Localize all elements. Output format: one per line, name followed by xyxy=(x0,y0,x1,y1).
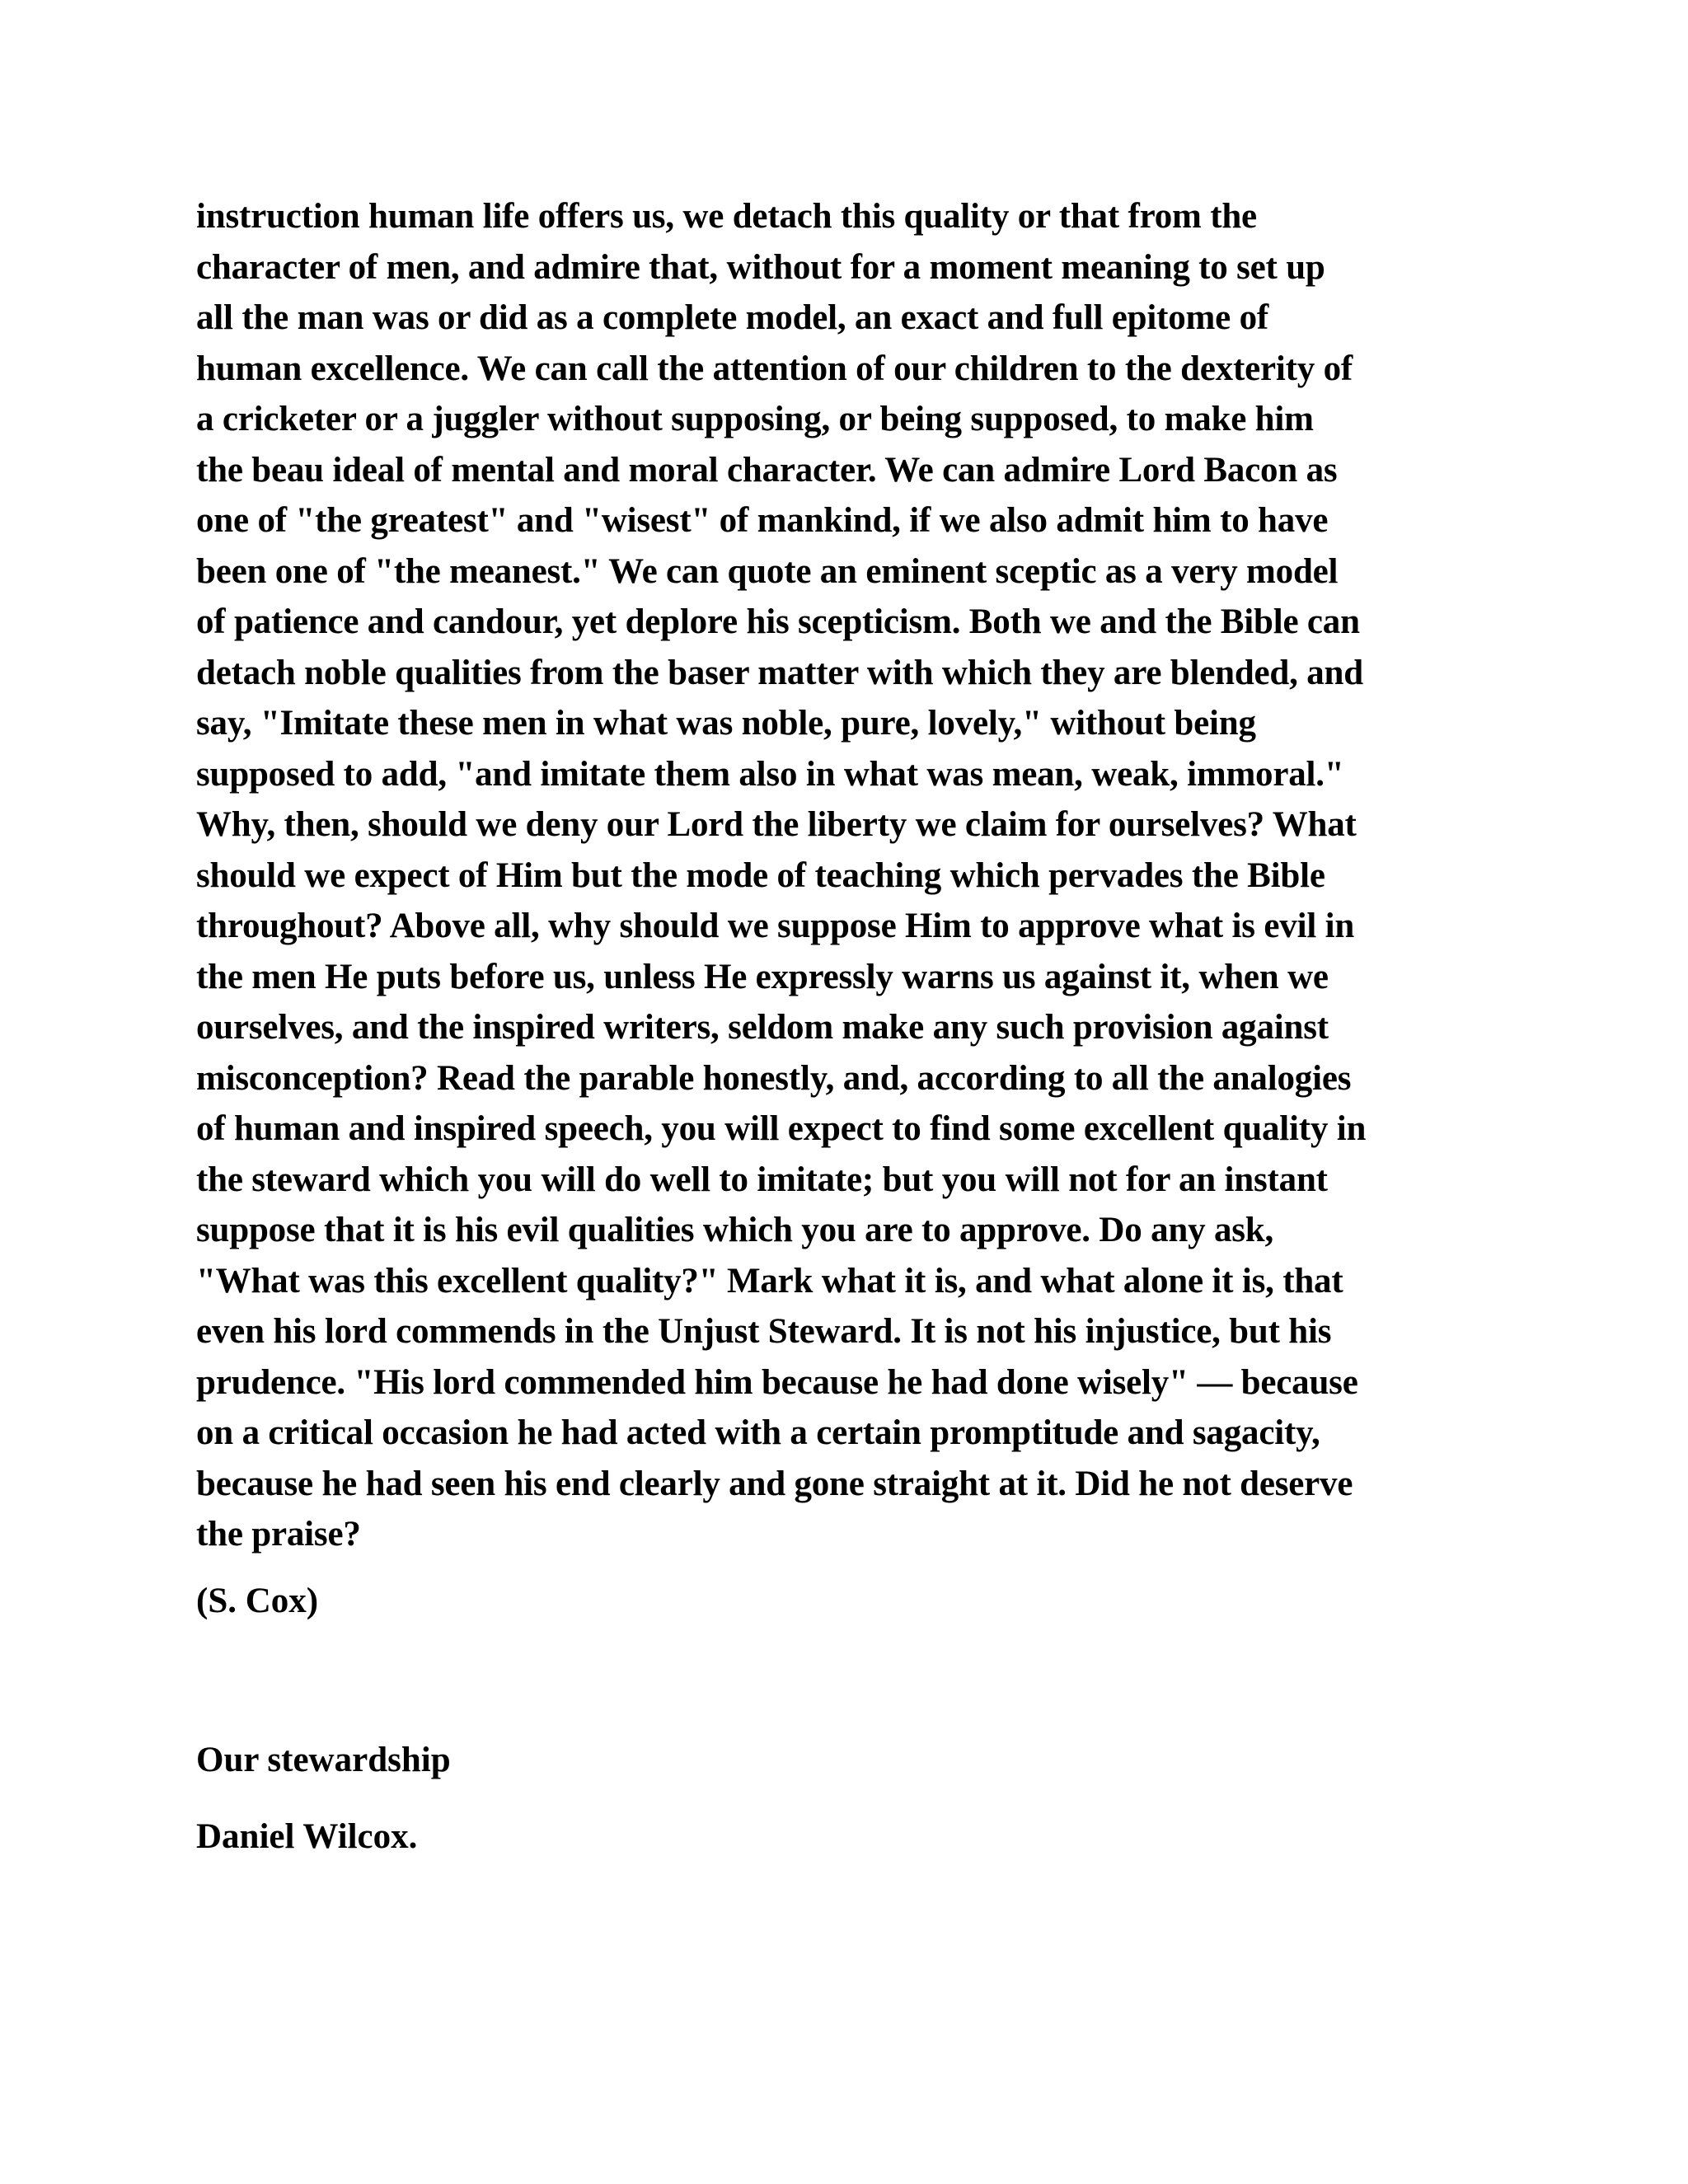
body-line: human excellence. We can call the attention of our children to the dexterity of xyxy=(196,349,1353,388)
body-line: been one of "the meanest." We can quote an eminent sceptic as a very model xyxy=(196,551,1339,591)
body-line: supposed to add, "and imitate them also in what was mean, weak, immoral." xyxy=(196,754,1344,794)
body-line: of patience and candour, yet deplore his scepticism. Both we and the Bible can xyxy=(196,602,1360,641)
body-line: on a critical occasion he had acted with a certain promptitude and sagacity, xyxy=(196,1413,1320,1452)
body-line: of human and inspired speech, you will expect to find some excellent quality in xyxy=(196,1109,1367,1148)
body-line: Why, then, should we deny our Lord the liberty we claim for ourselves? What xyxy=(196,805,1357,844)
author-name: Daniel Wilcox. xyxy=(196,1817,418,1856)
section-title: Our stewardship xyxy=(196,1741,451,1779)
body-line: suppose that it is his evil qualities which you are to approve. Do any ask, xyxy=(196,1211,1274,1249)
body-line: ourselves, and the inspired writers, seldom make any such provision against xyxy=(196,1008,1329,1047)
body-line: all the man was or did as a complete model, an exact and full epitome of xyxy=(196,298,1269,337)
body-line: throughout? Above all, why should we suppose Him to approve what is evil in xyxy=(196,907,1355,945)
body-line: the praise? xyxy=(196,1515,361,1554)
body-line: the men He puts before us, unless He expressly warns us against it, when we xyxy=(196,957,1329,996)
body-line: a cricketer or a juggler without supposing, or being supposed, to make him xyxy=(196,400,1314,438)
body-line: the steward which you will do well to imitate; but you will not for an instant xyxy=(196,1160,1328,1199)
body-line: say, "Imitate these men in what was noble, pure, lovely," without being xyxy=(196,704,1256,743)
body-line: one of "the greatest" and "wisest" of mankind, if we also admit him to have xyxy=(196,501,1329,540)
body-line: instruction human life offers us, we detach this quality or that from the xyxy=(196,197,1257,236)
body-line: should we expect of Him but the mode of teaching which pervades the Bible xyxy=(196,855,1325,895)
body-line: detach noble qualities from the baser matter with which they are blended, and xyxy=(196,653,1363,692)
body-text xyxy=(196,191,1498,1560)
body-line: the beau ideal of mental and moral character. We can admire Lord Bacon as xyxy=(196,450,1338,490)
body-line: misconception? Read the parable honestly, and, according to all the analogies xyxy=(196,1058,1352,1098)
body-line: "What was this excellent quality?" Mark what it is, and what alone it is, that xyxy=(196,1261,1343,1301)
body-line: character of men, and admire that, without for a moment meaning to set up xyxy=(196,247,1325,287)
body-line: prudence. "His lord commended him because he had done wisely" — because xyxy=(196,1362,1358,1402)
body-line: even his lord commends in the Unjust Steward. It is not his injustice, but his xyxy=(196,1312,1332,1351)
body-line: because he had seen his end clearly and gone straight at it. Did he not deserve xyxy=(196,1464,1353,1503)
citation: (S. Cox) xyxy=(196,1582,319,1620)
